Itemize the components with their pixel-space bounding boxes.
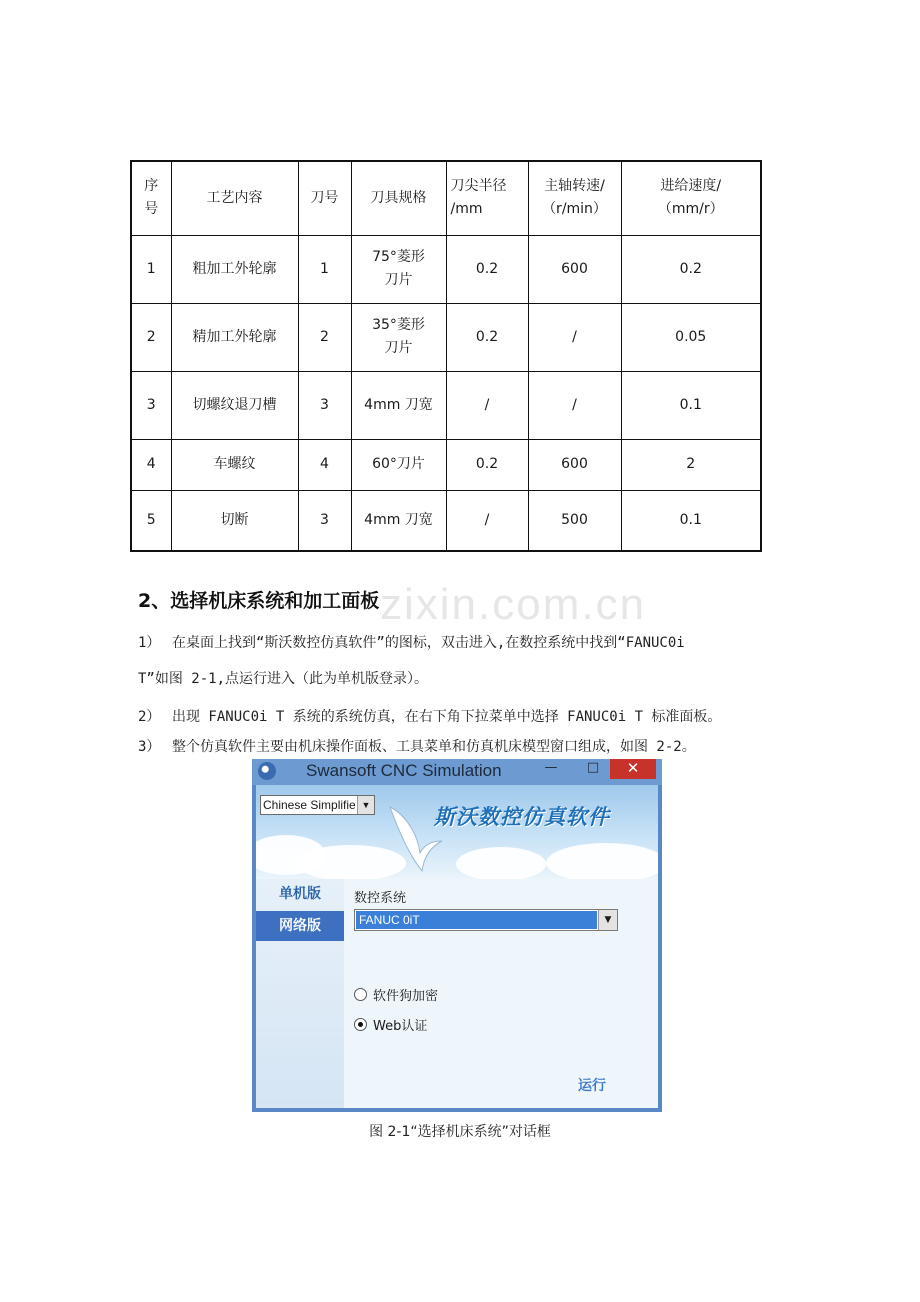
nav-network[interactable]: 网络版 bbox=[256, 911, 344, 941]
cell-feed: 0.1 bbox=[621, 490, 761, 551]
cell-seq: 2 bbox=[131, 303, 171, 371]
table-row bbox=[131, 439, 761, 490]
minimize-button[interactable]: — bbox=[544, 760, 558, 775]
close-button[interactable]: ✕ bbox=[610, 759, 656, 779]
run-button[interactable]: 运行 bbox=[578, 1078, 606, 1094]
cell-spindle: 600 bbox=[528, 439, 621, 490]
cell-spindle: / bbox=[528, 303, 621, 371]
cell-tool-no: 3 bbox=[298, 490, 351, 551]
cell-radius: 0.2 bbox=[446, 303, 528, 371]
cell-seq: 3 bbox=[131, 371, 171, 439]
app-icon bbox=[258, 762, 276, 780]
table-row bbox=[131, 235, 761, 303]
process-table bbox=[130, 160, 762, 552]
chevron-down-icon[interactable]: ▼ bbox=[357, 796, 374, 814]
step-2 bbox=[138, 706, 788, 726]
settings-panel bbox=[344, 879, 658, 1108]
banner bbox=[256, 785, 658, 879]
section-heading: 2、选择机床系统和加工面板 bbox=[138, 590, 380, 612]
cell-process: 粗加工外轮廓 bbox=[171, 235, 298, 303]
cnc-system-label: 数控系统 bbox=[354, 891, 407, 906]
radio-on-icon[interactable] bbox=[354, 1018, 367, 1031]
table-row bbox=[131, 371, 761, 439]
brand-title: 斯沃数控仿真软件 bbox=[434, 805, 610, 829]
header-seq: 序 号 bbox=[131, 161, 171, 235]
cell-tool-spec: 4mm 刀宽 bbox=[351, 490, 446, 551]
cell-feed: 0.1 bbox=[621, 371, 761, 439]
radio-dongle[interactable] bbox=[354, 985, 438, 1004]
cloud bbox=[456, 847, 546, 881]
cell-radius: 0.2 bbox=[446, 439, 528, 490]
cell-spindle: 500 bbox=[528, 490, 621, 551]
radio-web-auth[interactable] bbox=[354, 1015, 427, 1034]
language-value: Chinese Simplifie bbox=[263, 798, 356, 812]
table-header-row bbox=[131, 161, 761, 235]
language-select[interactable] bbox=[260, 795, 375, 815]
cell-process: 精加工外轮廓 bbox=[171, 303, 298, 371]
cell-radius: 0.2 bbox=[446, 235, 528, 303]
cnc-simulation-dialog bbox=[252, 759, 662, 1112]
radio-dongle-label: 软件狗加密 bbox=[373, 989, 439, 1004]
radio-web-label: Web认证 bbox=[373, 1019, 428, 1034]
step-number: 2） bbox=[138, 709, 161, 725]
cell-tool-spec: 75°菱形 刀片 bbox=[351, 235, 446, 303]
cell-spindle: 600 bbox=[528, 235, 621, 303]
dialog-client bbox=[256, 785, 658, 1108]
figure-caption: 图 2-1“选择机床系统”对话框 bbox=[369, 1124, 551, 1140]
header-tool-no: 刀号 bbox=[298, 161, 351, 235]
header-process: 工艺内容 bbox=[171, 161, 298, 235]
step-text: 在桌面上找到“斯沃数控仿真软件”的图标，双击进入,在数控系统中找到“FANUC0i bbox=[172, 635, 685, 651]
table-row bbox=[131, 490, 761, 551]
cell-radius: / bbox=[446, 371, 528, 439]
chevron-down-icon[interactable]: ▼ bbox=[598, 910, 617, 930]
cnc-system-value: FANUC 0iT bbox=[356, 911, 597, 929]
cnc-system-select[interactable] bbox=[354, 909, 618, 931]
cell-process: 切螺纹退刀槽 bbox=[171, 371, 298, 439]
header-feed-rate: 进给速度/ （mm/r） bbox=[621, 161, 761, 235]
cell-tool-spec: 4mm 刀宽 bbox=[351, 371, 446, 439]
nav-standalone[interactable]: 单机版 bbox=[279, 886, 321, 902]
cell-tool-no: 1 bbox=[298, 235, 351, 303]
cell-seq: 4 bbox=[131, 439, 171, 490]
cell-feed: 0.2 bbox=[621, 235, 761, 303]
step-1-line-1 bbox=[138, 632, 788, 652]
cell-process: 切断 bbox=[171, 490, 298, 551]
header-spindle-speed: 主轴转速/ （r/min） bbox=[528, 161, 621, 235]
step-text: 出现 FANUC0i T 系统的系统仿真，在右下角下拉菜单中选择 FANUC0i T 标准面板。 bbox=[172, 709, 722, 725]
step-number: 3） bbox=[138, 739, 161, 755]
cell-feed: 2 bbox=[621, 439, 761, 490]
cell-radius: / bbox=[446, 490, 528, 551]
dialog-title: Swansoft CNC Simulation bbox=[306, 761, 502, 780]
cell-tool-no: 4 bbox=[298, 439, 351, 490]
dialog-titlebar bbox=[252, 759, 662, 785]
cell-tool-spec: 60°刀片 bbox=[351, 439, 446, 490]
header-radius: 刀尖半径 /mm bbox=[446, 161, 528, 235]
step-3 bbox=[138, 736, 788, 756]
cell-tool-no: 2 bbox=[298, 303, 351, 371]
step-1-line-2: T”如图 2-1,点运行进入（此为单机版登录）。 bbox=[138, 671, 428, 687]
cell-spindle: / bbox=[528, 371, 621, 439]
step-number: 1） bbox=[138, 635, 161, 651]
cell-seq: 1 bbox=[131, 235, 171, 303]
cell-tool-spec: 35°菱形 刀片 bbox=[351, 303, 446, 371]
maximize-button[interactable]: □ bbox=[586, 760, 600, 775]
login-mode-nav bbox=[256, 879, 344, 1108]
step-text: 整个仿真软件主要由机床操作面板、工具菜单和仿真机床模型窗口组成，如图 2-2。 bbox=[172, 739, 696, 755]
radio-off-icon[interactable] bbox=[354, 988, 367, 1001]
cell-process: 车螺纹 bbox=[171, 439, 298, 490]
cell-tool-no: 3 bbox=[298, 371, 351, 439]
cell-feed: 0.05 bbox=[621, 303, 761, 371]
cloud bbox=[546, 843, 658, 883]
table-row bbox=[131, 303, 761, 371]
cell-seq: 5 bbox=[131, 490, 171, 551]
watermark: zixin.com.cn bbox=[380, 580, 647, 629]
header-tool-spec: 刀具规格 bbox=[351, 161, 446, 235]
